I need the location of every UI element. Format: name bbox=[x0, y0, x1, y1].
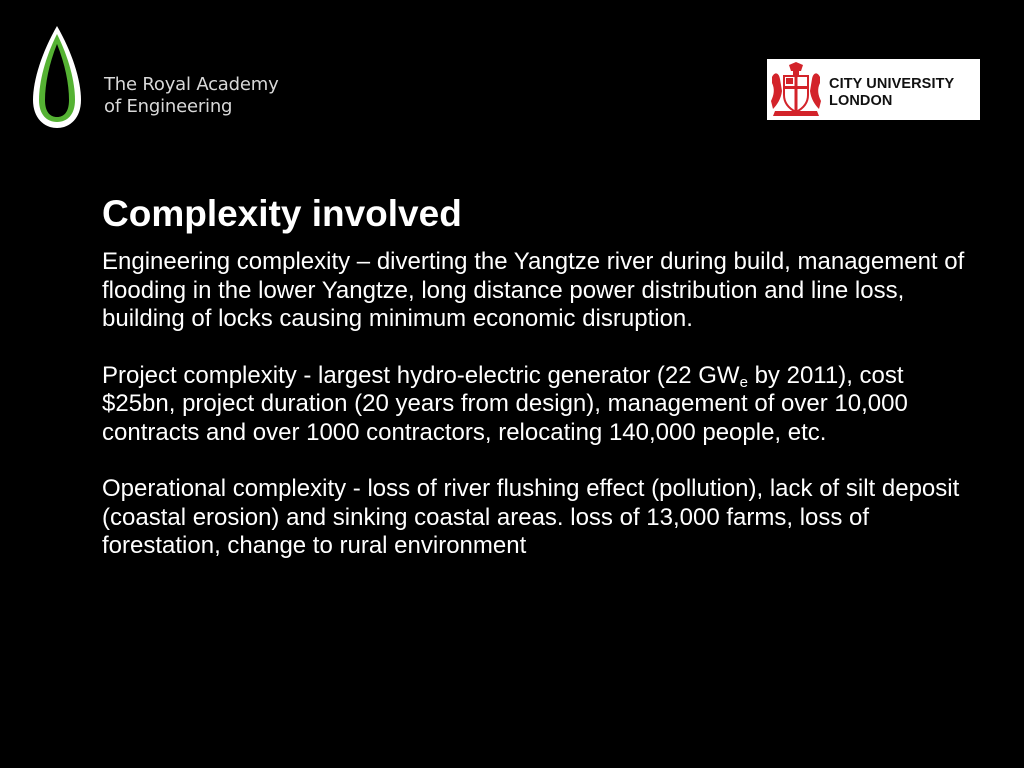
rae-line-1: The Royal Academy bbox=[104, 74, 279, 95]
slide-content bbox=[102, 192, 972, 589]
city-line-2: LONDON bbox=[829, 93, 893, 109]
city-wordmark bbox=[829, 76, 954, 110]
rae-droplet-icon bbox=[30, 22, 84, 132]
city-crest-icon bbox=[769, 61, 823, 118]
city-university-logo bbox=[767, 59, 980, 120]
royal-academy-logo bbox=[30, 22, 280, 134]
rae-wordmark bbox=[104, 74, 279, 118]
paragraph-project-complexity bbox=[102, 362, 972, 448]
project-subscript: e bbox=[739, 373, 748, 391]
rae-line-2: of Engineering bbox=[104, 96, 233, 117]
paragraph-engineering-complexity: Engineering complexity – diverting the Yangtze river during build, management of flooding in the lower Yangtze, long distance power distribution and line loss, building of locks causing minimum economic disruption. bbox=[102, 248, 965, 332]
project-text-after: by 2011), cost $25bn, project duration (20 years from design), management of over 10,000 contracts and over 1000 contractors, relocating 140,000 people, etc. bbox=[102, 361, 908, 446]
slide-title: Complexity involved bbox=[102, 193, 462, 234]
city-line-1: CITY UNIVERSITY bbox=[829, 76, 955, 92]
project-text-before: Project complexity - largest hydro-electric generator (22 GW bbox=[102, 361, 740, 389]
paragraph-operational-complexity: Operational complexity - loss of river flushing effect (pollution), lack of silt deposit (coastal erosion) and sinking coastal areas. loss of 13,000 farms, loss of forestation, change to rural environment bbox=[102, 475, 960, 559]
